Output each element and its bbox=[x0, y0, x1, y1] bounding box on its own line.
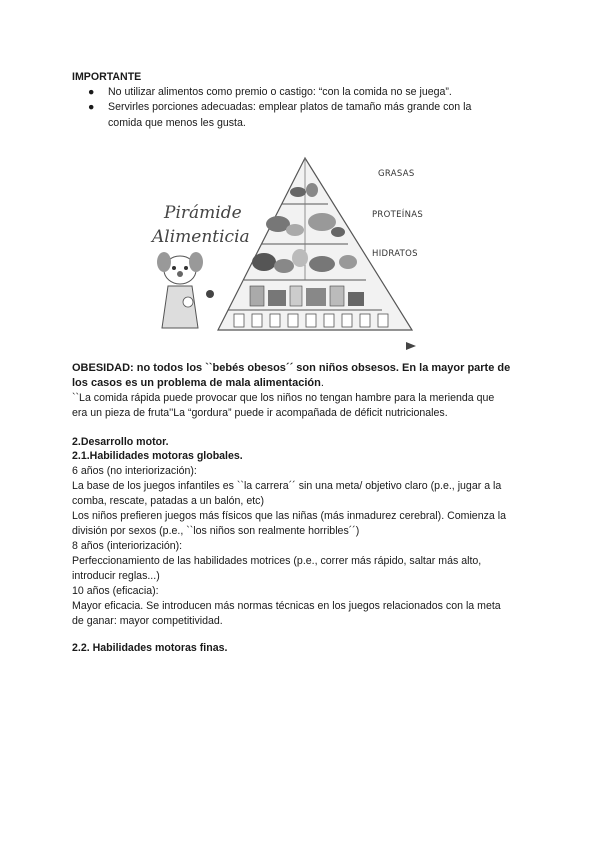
bullet-item-1 bbox=[88, 86, 452, 99]
age-6-label: 6 años (no interiorización): bbox=[72, 465, 197, 477]
obesity-text-line3: ``La comida rápida puede provocar que los niños no tengan hambre para la merienda que bbox=[72, 392, 495, 404]
paragraph-3a: Perfeccionamiento de las habilidades motrices (p.e., correr más rápido, saltar más alto, bbox=[72, 555, 482, 567]
paragraph-2a: Los niños prefieren juegos más físicos que las niñas (más inmadurez cerebral). Comienza la bbox=[72, 510, 506, 522]
figure-title-line2: Alimenticia bbox=[152, 227, 250, 247]
obesity-text-line4: era un pieza de fruta''La “gordura” puede ir acompañada de déficit nutricionales. bbox=[72, 407, 448, 419]
obesity-heading-line2: los casos es un problema de mala alimentación. bbox=[72, 377, 324, 389]
bullet-text-2: Servirles porciones adecuadas: emplear platos de tamaño más grande con la bbox=[108, 101, 472, 113]
paragraph-1a: La base de los juegos infantiles es ``la carrera´´ sin una meta/ objetivo claro (p.e., jugar a la bbox=[72, 480, 502, 492]
bullet-text-1: No utilizar alimentos como premio o castigo: “con la comida no se juega”. bbox=[108, 86, 452, 98]
paragraph-4b: de ganar: mayor competitividad. bbox=[72, 615, 223, 627]
label-carbs: HIDRATOS bbox=[372, 249, 418, 259]
obesity-heading-line1: OBESIDAD: no todos los ``bebés obesos´´ son niños obsesos. En la mayor parte de bbox=[72, 362, 511, 374]
bullet-dot-icon: ● bbox=[88, 101, 95, 113]
paragraph-2b: división por sexos (p.e., ``los niños son realmente horribles´´) bbox=[72, 525, 360, 537]
motor-heading: 2.Desarrollo motor. bbox=[72, 436, 169, 448]
important-heading: IMPORTANTE bbox=[72, 71, 142, 83]
paragraph-4a: Mayor eficacia. Se introducen más normas técnicas en los juegos relacionados con la meta bbox=[72, 600, 501, 612]
motor-subheading-global: 2.1.Habilidades motoras globales. bbox=[72, 450, 243, 462]
figure-title-line1: Pirámide bbox=[164, 203, 242, 223]
motor-subheading-fine: 2.2. Habilidades motoras finas. bbox=[72, 642, 228, 654]
arrow-icon bbox=[406, 342, 416, 350]
paragraph-1b: comba, rescate, patadas a un balón, etc) bbox=[72, 495, 264, 507]
label-proteins: PROTEÍNAS bbox=[372, 210, 424, 220]
bullet-text-2-cont: comida que menos les gusta. bbox=[108, 117, 246, 129]
age-10-label: 10 años (eficacia): bbox=[72, 585, 159, 597]
bullet-item-2 bbox=[88, 101, 471, 114]
label-fats: GRASAS bbox=[378, 169, 415, 179]
age-8-label: 8 años (interiorización): bbox=[72, 540, 183, 552]
clown-character-icon bbox=[157, 252, 214, 328]
paragraph-3b: introducir reglas...) bbox=[72, 570, 160, 582]
bullet-dot-icon: ● bbox=[88, 86, 95, 98]
food-pyramid-image bbox=[150, 152, 430, 352]
